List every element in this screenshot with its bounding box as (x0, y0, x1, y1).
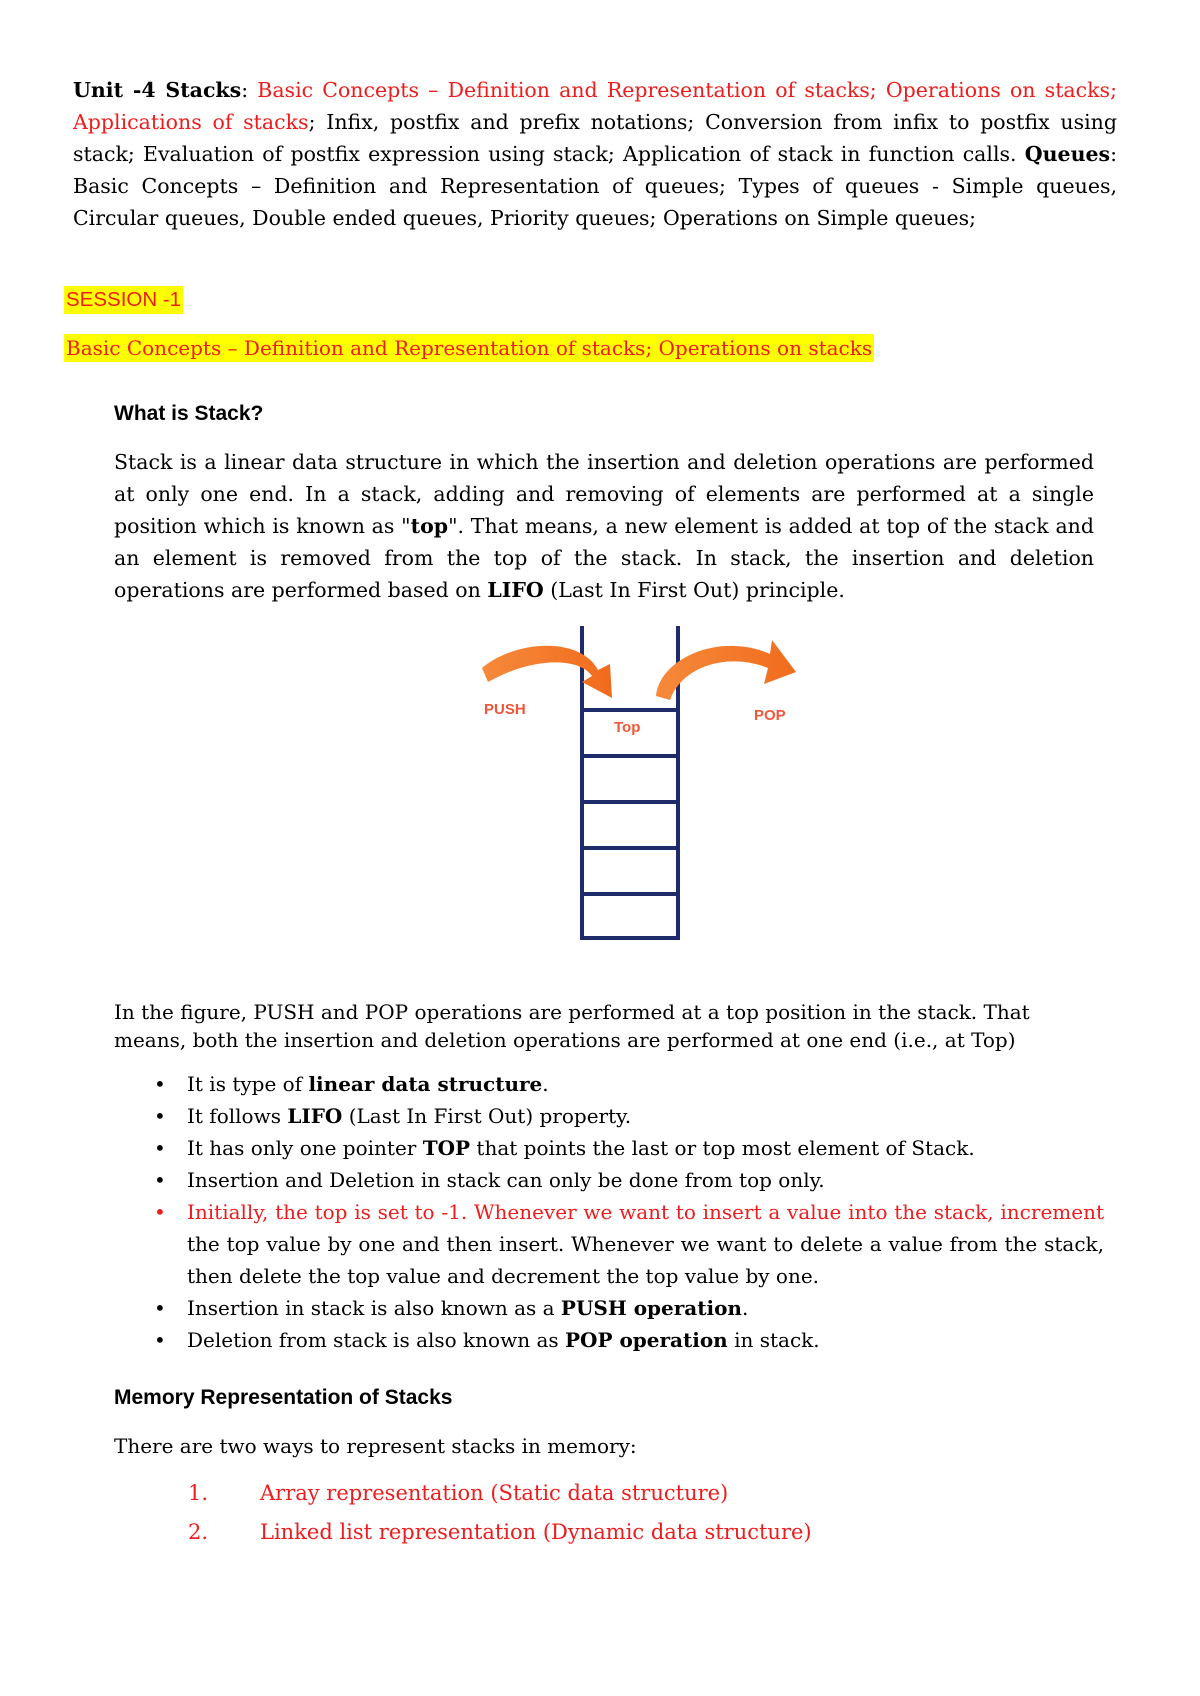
bullet-icon: • (154, 1168, 166, 1192)
list-number: 2. (188, 1520, 209, 1544)
queues-label: Queues (1024, 142, 1111, 166)
intro-colon: : (241, 78, 258, 102)
intro-topics: ; Infix, postfix and prefix notations; Conversion from infix to postfix using stack; Evaluation of postfix expression using stack; Application of stack in function calls. (73, 110, 1118, 166)
session-subtitle: Basic Concepts – Definition and Representation of stacks; Operations on stacks (66, 336, 873, 360)
bullet-icon: • (154, 1328, 166, 1352)
stack-diagram (470, 618, 830, 948)
bullet-text: Insertion in stack is also known as a (187, 1296, 561, 1320)
list-item (114, 1324, 1104, 1356)
pop-label: POP (754, 707, 786, 724)
bullet-bold: POP operation (565, 1328, 728, 1352)
figure-description: In the figure, PUSH and POP operations are performed at a top position in the stack. That means, both the insertion and deletion operations are performed at one end (i.e., at Top) (114, 1000, 1030, 1052)
list-item (114, 1068, 1104, 1100)
def-top-bold: top (410, 514, 449, 538)
bullet-text: It has only one pointer (187, 1136, 423, 1160)
bullet-text: It is type of (187, 1072, 309, 1096)
bullet-text: Deletion from stack is also known as (187, 1328, 565, 1352)
bullet-bold: LIFO (287, 1104, 343, 1128)
bullet-icon: • (154, 1136, 166, 1160)
what-is-stack-heading: What is Stack? (114, 402, 264, 425)
bullet-bold: linear data structure (308, 1072, 543, 1096)
bullet-red-text: Initially, the top is set to -1. Whenever we want to insert a value into the stack, increment (187, 1200, 1104, 1224)
memory-representation-heading: Memory Representation of Stacks (114, 1386, 453, 1409)
bullet-text: the top value by one and then insert. Whenever we want to delete a value from the stack, then delete the top value and decrement the top value by one. (187, 1232, 1104, 1288)
list-item (114, 1196, 1104, 1292)
list-number: 1. (188, 1481, 209, 1505)
representation-list (114, 1474, 812, 1552)
session-title: SESSION -1 (64, 286, 183, 314)
bullet-text: Insertion and Deletion in stack can only be done from top only. (187, 1168, 825, 1192)
list-item (114, 1474, 812, 1513)
bullet-text: It follows (187, 1104, 288, 1128)
queues-topics: : Basic Concepts – Definition and Representation of queues; Types of queues - Simple queues, Circular queues, Double ended queues, Priority queues; Operations on Simple queues; (73, 142, 1117, 230)
list-item (114, 1164, 1104, 1196)
list-item (114, 1292, 1104, 1324)
def-part-5: (Last In First Out) principle. (543, 578, 845, 602)
memory-intro: There are two ways to represent stacks in memory: (114, 1434, 637, 1458)
bullet-icon: • (154, 1104, 166, 1128)
top-label: Top (614, 719, 641, 736)
bullet-icon: • (154, 1200, 166, 1224)
bullet-text: (Last In First Out) property. (342, 1104, 632, 1128)
bullet-bold: PUSH operation (560, 1296, 742, 1320)
list-text: Linked list representation (Dynamic data structure) (260, 1520, 812, 1544)
stack-figure (470, 618, 830, 948)
list-text: Array representation (Static data structure) (260, 1481, 729, 1505)
bullet-text: . (542, 1072, 549, 1096)
stack-properties-list (114, 1068, 1104, 1356)
list-item (114, 1132, 1104, 1164)
bullet-icon: • (154, 1072, 166, 1096)
bullet-bold: TOP (422, 1136, 471, 1160)
list-item (114, 1100, 1104, 1132)
def-part-3: ". That means, a new element is added at top of the stack and an element is removed from the top of the stack. In stack, the insertion and deletion operations are performed based on (114, 514, 1095, 602)
bullet-icon: • (154, 1296, 166, 1320)
intro-red-topics: Basic Concepts – Definition and Representation of stacks; Operations on stacks; Applications of stacks (73, 78, 1117, 134)
def-lifo-bold: LIFO (487, 578, 544, 602)
bullet-text: that points the last or top most element of Stack. (470, 1136, 975, 1160)
unit-intro-paragraph (73, 74, 1117, 234)
bullet-text: in stack. (727, 1328, 820, 1352)
stack-definition-paragraph (114, 446, 1094, 606)
push-arrow-icon (482, 646, 612, 698)
list-item (114, 1513, 812, 1552)
def-part-1: Stack is a linear data structure in which the insertion and deletion operations are performed at only one end. In a stack, adding and removing of elements are performed at a single position which is known as " (114, 450, 1094, 538)
push-label: PUSH (484, 701, 526, 718)
bullet-text: . (741, 1296, 749, 1320)
unit-title: Unit -4 Stacks (73, 78, 242, 102)
